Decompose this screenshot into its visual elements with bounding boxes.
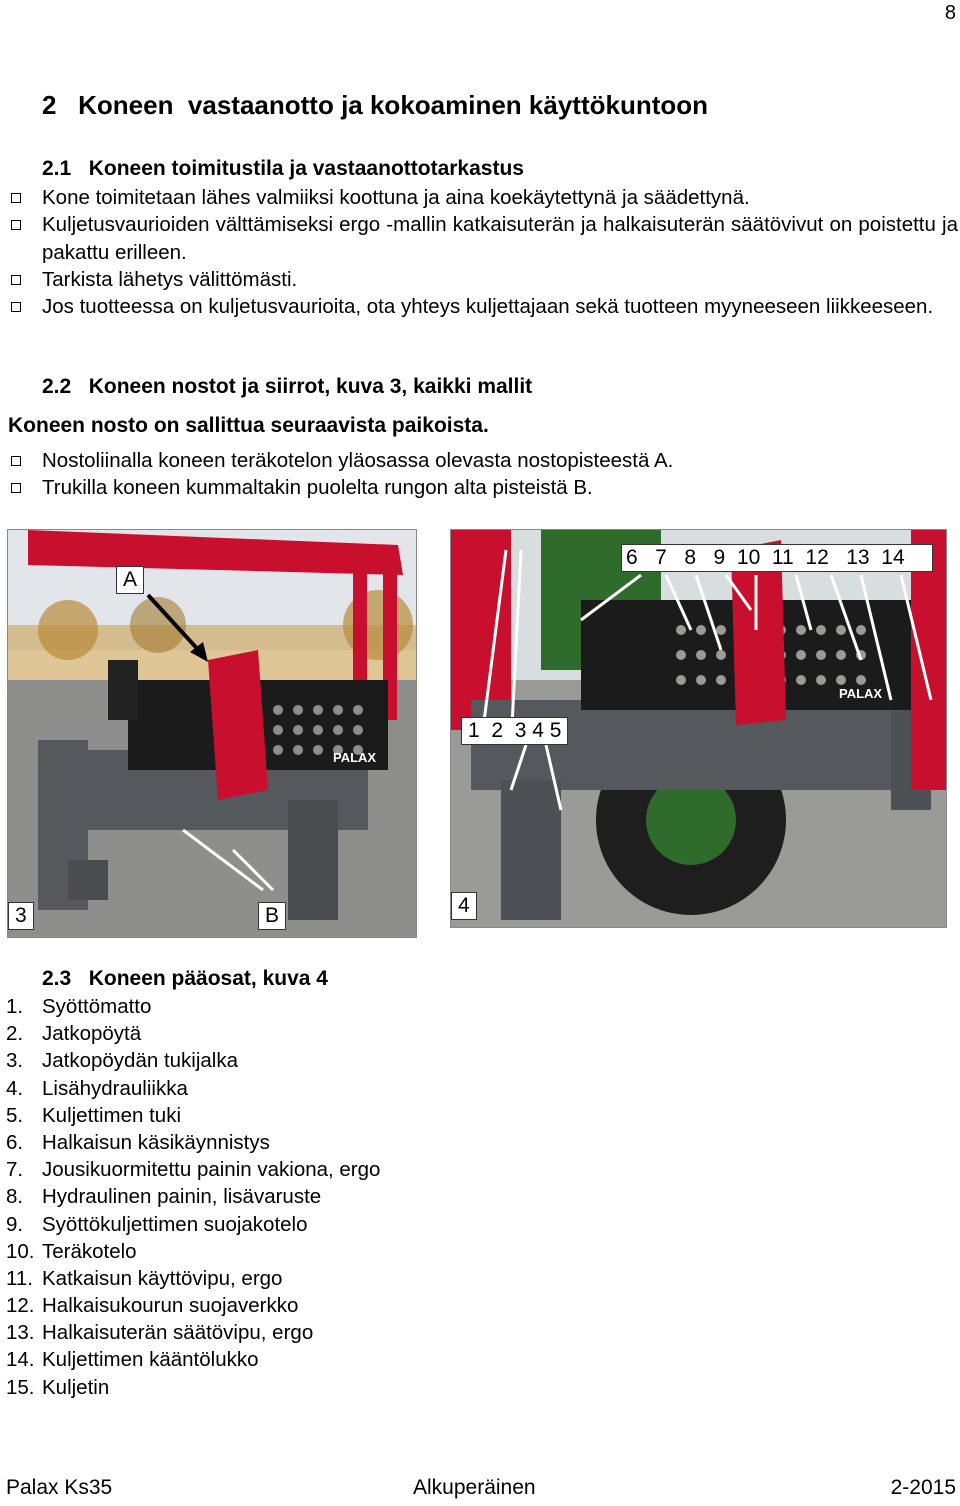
footer-date: 2-2015 [890,1476,956,1499]
lifting-point-a-label: A [116,566,144,594]
svg-text:PALAX: PALAX [839,686,883,701]
subsection-title-2-2: 2.2 Koneen nostot ja siirrot, kuva 3, kaikki mallit [42,375,533,398]
bullet-list-2-1: Kone toimitetaan lähes valmiiksi koottuna ja aina koekäytettynä ja säädettynä. Kuljetusvaurioiden välttämiseksi ergo -mallin katkaisuterän ja halkaisuterän säätövivut on poistettu ja pakattu erilleen. Tarkista lähetys välittömästi. Jos tuotteessa on kuljetusvaurioita, ota yhteys kuljettajaan sekä tuotteen myyneeseen liikkeeseen. [0,184,960,354]
figure-3-number: 3 [8,902,34,930]
footer-product: Palax Ks35 [6,1476,113,1499]
checkbox-bullet-icon [11,220,21,230]
checkbox-bullet-icon [11,275,21,285]
footer-status: Alkuperäinen [413,1476,536,1499]
figure-4-photo [450,529,947,928]
figure-4-number: 4 [451,892,477,920]
page-number: 8 [944,2,956,24]
section-title: 2 Koneen vastaanotto ja kokoaminen käyttökuntoon [42,90,709,120]
subsection-title-2-1: 2.1 Koneen toimitustila ja vastaanottotarkastus [42,157,524,180]
parts-labels-6-to-14: 6 7 8 9 10 11 12 13 14 [621,544,933,572]
lifting-intro: Koneen nosto on sallittua seuraavista paikoista. [8,414,489,437]
figure-3-photo [7,529,417,938]
parts-labels-1-to-5: 1 2 3 4 5 [461,717,568,745]
forklift-point-b-label: B [258,902,286,930]
bullet-list-2-2: Nostoliinalla koneen teräkotelon yläosassa olevasta nostopisteestä A. Trukilla koneen kummaltakin puolelta rungon alta pisteistä B. [0,447,960,507]
checkbox-bullet-icon [11,483,21,493]
checkbox-bullet-icon [11,193,21,203]
subsection-title-2-3: 2.3 Koneen pääosat, kuva 4 [42,967,328,990]
checkbox-bullet-icon [11,456,21,466]
wood-processor-lifting-illustration [8,530,416,937]
checkbox-bullet-icon [11,302,21,312]
svg-text:PALAX: PALAX [333,750,377,765]
